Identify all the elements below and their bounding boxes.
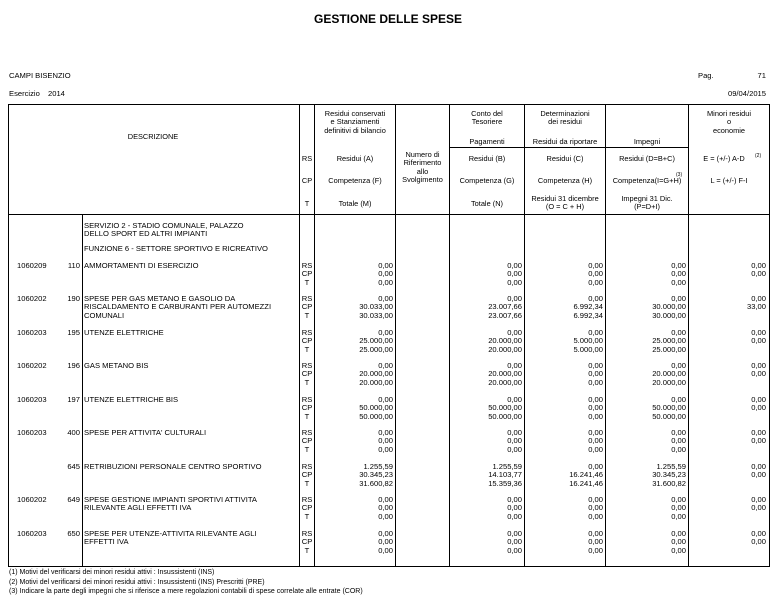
cell-residui-d: 0,00 [671,545,686,555]
cell-residui-c: 0,00 [588,503,603,513]
row-type-cp: CP [301,537,313,547]
header-residui-riportare: Residui da riportare [532,137,598,146]
cell-residui-d: 0,00 [671,294,686,303]
header-residui-a: Residui (A) [336,154,374,163]
cell-residui-c: 0,00 [588,444,603,454]
header-numero-riferimento: Numero di Riferimento allo Svolgimento [402,150,443,185]
row-description: SPESE GESTIONE IMPIANTI SPORTIVI ATTIVITA [84,495,258,504]
cell-residui-b: 0,00 [507,545,522,555]
row-description: UTENZE ELETTRICHE [84,328,164,337]
cell-residui-b: 0,00 [507,428,522,437]
table-right-border [769,104,770,567]
cell-residui-b: 0,00 [507,444,522,454]
cell-residui-d: 0,00 [671,503,686,513]
cell-residui-a: 0,00 [378,537,393,547]
footnote-3: (3) Indicare la parte degli impegni che si riferisce a mere regolazioni contabili di spese correlate alle entrate (COR) [9,588,363,595]
cell-residui-a: 20.000,00 [359,377,393,387]
row-description: UTENZE ELETTRICHE BIS [84,395,179,404]
cell-residui-d: 0,00 [671,261,686,270]
cell-residui-b: 0,00 [507,269,522,279]
header-descrizione: DESCRIZIONE [127,132,179,141]
row-codice: 1060203 [17,395,47,404]
cell-residui-d: 0,00 [671,269,686,279]
cell-residui-a: 25.000,00 [359,344,393,354]
cell-residui-a: 20.000,00 [359,369,393,379]
row-type-rs: RS [301,495,313,504]
cell-residui-b: 50.000,00 [488,403,522,413]
cell-minori-residui: 0,00 [751,369,766,379]
cell-residui-a: 30.033,00 [359,310,393,320]
row-type-t: T [304,344,310,354]
cell-residui-c: 0,00 [588,537,603,547]
cell-residui-d: 20.000,00 [652,377,686,387]
row-type-cp: CP [301,403,313,413]
header-cp: CP [301,176,313,185]
header-residui-b: Residui (B) [468,154,506,163]
cell-minori-residui: 0,00 [751,403,766,413]
cell-residui-d: 30.345,23 [652,470,686,480]
row-number: 400 [67,428,80,437]
cell-residui-c: 6.992,34 [573,310,603,320]
cell-residui-d: 31.600,82 [652,478,686,488]
header-subrow-line [449,147,688,148]
page-number: 71 [757,71,766,80]
row-codice: 1060202 [17,361,47,370]
cell-residui-c: 0,00 [588,361,603,370]
cell-minori-residui: 0,00 [751,436,766,446]
cell-residui-a: 0,00 [378,361,393,370]
cell-residui-a: 0,00 [378,269,393,279]
cell-residui-a: 0,00 [378,503,393,513]
cell-residui-a: 0,00 [378,529,393,538]
cell-minori-residui: 0,00 [751,269,766,279]
cell-residui-c: 0,00 [588,395,603,404]
row-type-t: T [304,310,310,320]
cell-residui-b: 0,00 [507,361,522,370]
header-competenza-i: Competenza(I=G+H) [612,176,682,185]
table-left-border [8,104,9,567]
cell-minori-residui: 0,00 [751,537,766,547]
cell-residui-d: 25.000,00 [652,344,686,354]
row-description: SPESE PER ATTIVITA' CULTURALI [84,428,207,437]
row-type-t: T [304,277,310,287]
header-determinazioni: Determinazioni dei residui [540,109,590,127]
cell-residui-b: 20.000,00 [488,344,522,354]
cell-residui-c: 0,00 [588,436,603,446]
row-number: 645 [67,462,80,471]
row-type-cp: CP [301,436,313,446]
header-competenza-f: Competenza (F) [328,176,382,185]
row-description: RILEVANTE AGLI EFFETTI IVA [84,503,192,513]
page-title: GESTIONE DELLE SPESE [313,12,463,26]
cell-residui-c: 0,00 [588,545,603,555]
cell-residui-c: 0,00 [588,529,603,538]
header-competenza-g: Competenza (G) [459,176,515,185]
servizio-title: SERVIZIO 2 - STADIO COMUNALE, PALAZZO DELLO SPORT ED ALTRI IMPIANTI [84,221,244,239]
cell-minori-residui: 0,00 [751,395,766,404]
row-number: 190 [67,294,80,303]
cell-residui-c: 0,00 [588,377,603,387]
row-description: RETRIBUZIONI PERSONALE CENTRO SPORTIVO [84,462,262,471]
cell-residui-d: 0,00 [671,444,686,454]
cell-residui-b: 0,00 [507,436,522,446]
cell-residui-d: 30.000,00 [652,310,686,320]
row-codice: 1060202 [17,294,47,303]
cell-residui-a: 0,00 [378,511,393,521]
cell-minori-residui: 0,00 [751,503,766,513]
header-impegni-31: Impegni 31 Dic. (P=D+I) [621,194,673,212]
cell-residui-d: 1.255,59 [656,462,686,471]
page-label: Pag. [698,71,714,80]
cell-residui-a: 0,00 [378,395,393,404]
cell-residui-c: 16.241,46 [569,478,603,488]
row-type-t: T [304,444,310,454]
cell-residui-d: 25.000,00 [652,336,686,346]
cell-residui-b: 20.000,00 [488,369,522,379]
row-number: 650 [67,529,80,538]
cell-residui-c: 0,00 [588,261,603,270]
header-conto-tesoriere: Conto del Tesoriere [471,109,503,127]
row-type-rs: RS [301,294,313,303]
row-codice: 1060209 [17,261,47,270]
row-type-cp: CP [301,336,313,346]
cell-residui-b: 15.359,36 [488,478,522,488]
cell-residui-a: 1.255,59 [363,462,393,471]
cell-residui-a: 31.600,82 [359,478,393,488]
header-rs: RS [301,154,313,163]
esercizio-year: 2014 [48,89,65,98]
row-description: RISCALDAMENTO E CARBURANTI PER AUTOMEZZI [84,302,272,312]
header-pagamenti: Pagamenti [469,137,505,146]
cell-residui-b: 0,00 [507,537,522,547]
cell-residui-a: 0,00 [378,436,393,446]
cell-residui-b: 1.255,59 [492,462,522,471]
cell-residui-a: 0,00 [378,328,393,337]
header-residui-c: Residui (C) [546,154,584,163]
row-type-t: T [304,377,310,387]
cell-minori-residui: 0,00 [751,336,766,346]
cell-residui-c: 0,00 [588,277,603,287]
header-residui-31: Residui 31 dicembre (O = C + H) [531,194,599,212]
row-description: SPESE PER GAS METANO E GASOLIO DA [84,294,236,303]
header-e-note: (2) [755,153,762,159]
row-description: EFFETTI IVA [84,537,129,547]
cell-residui-a: 0,00 [378,261,393,270]
row-type-rs: RS [301,328,313,337]
cell-residui-b: 0,00 [507,328,522,337]
row-codice: 1060203 [17,529,47,538]
cell-residui-c: 0,00 [588,428,603,437]
cell-residui-c: 0,00 [588,269,603,279]
cell-residui-c: 16.241,46 [569,470,603,480]
header-bottom-border [8,214,770,215]
cell-residui-a: 0,00 [378,545,393,555]
header-e-formula: E = (+/-) A-D [703,154,745,163]
funzione-title: FUNZIONE 6 - SETTORE SPORTIVO E RICREATIVO [84,244,268,253]
cell-residui-c: 0,00 [588,294,603,303]
cell-minori-residui: 0,00 [751,361,766,370]
cell-minori-residui: 0,00 [751,428,766,437]
cell-residui-b: 23.007,66 [488,310,522,320]
esercizio-label: Esercizio [9,89,40,98]
footnotes [9,568,363,597]
row-type-rs: RS [301,462,313,471]
cell-residui-c: 5.000,00 [573,336,603,346]
header-residui-conservati: Residui conservati e Stanziamenti definitivi di bilancio [324,109,386,135]
row-type-t: T [304,478,310,488]
cell-residui-b: 0,00 [507,261,522,270]
cell-residui-a: 0,00 [378,428,393,437]
row-type-cp: CP [301,503,313,513]
cell-residui-b: 23.007,66 [488,302,522,312]
row-number: 197 [67,395,80,404]
cell-residui-d: 0,00 [671,277,686,287]
header-minori-residui: Minori residui o economie [707,109,751,135]
row-number: 110 [67,261,80,270]
cell-residui-b: 0,00 [507,503,522,513]
footnote-2: (2) Motivi del verificarsi dei minori residui attivi : Insussistenti (INS) Prescritti (PRE) [9,578,265,586]
cell-residui-a: 0,00 [378,294,393,303]
cell-residui-c: 0,00 [588,369,603,379]
cell-residui-a: 25.000,00 [359,336,393,346]
cell-residui-c: 6.992,34 [573,302,603,312]
cell-minori-residui: 0,00 [751,470,766,480]
report-date: 09/04/2015 [727,89,766,98]
cell-residui-b: 14.103,77 [488,470,522,480]
row-number: 649 [67,495,80,504]
cell-residui-d: 0,00 [671,428,686,437]
header-residui-d: Residui (D=B+C) [619,154,675,163]
cell-minori-residui: 0,00 [751,495,766,504]
cell-residui-c: 0,00 [588,328,603,337]
cell-residui-d: 0,00 [671,529,686,538]
cell-residui-d: 0,00 [671,537,686,547]
cell-minori-residui: 0,00 [751,294,766,303]
cell-residui-c: 0,00 [588,511,603,521]
row-type-rs: RS [301,395,313,404]
row-type-cp: CP [301,470,313,480]
cell-residui-d: 30.000,00 [652,302,686,312]
col-divider [82,214,83,566]
cell-residui-a: 0,00 [378,495,393,504]
row-codice: 1060203 [17,428,47,437]
cell-residui-b: 50.000,00 [488,411,522,421]
row-type-rs: RS [301,361,313,370]
header-totale-m: Totale (M) [338,199,372,208]
cell-residui-b: 0,00 [507,529,522,538]
header-totale-n: Totale (N) [470,199,504,208]
row-type-rs: RS [301,261,313,270]
cell-residui-b: 20.000,00 [488,336,522,346]
cell-residui-c: 0,00 [588,403,603,413]
cell-residui-a: 30.033,00 [359,302,393,312]
cell-minori-residui: 0,00 [751,328,766,337]
cell-residui-c: 5.000,00 [573,344,603,354]
row-description: COMUNALI [84,310,125,320]
cell-residui-c: 0,00 [588,462,603,471]
row-type-t: T [304,545,310,555]
header-competenza-h: Competenza (H) [537,176,593,185]
cell-residui-b: 0,00 [507,294,522,303]
cell-residui-d: 0,00 [671,436,686,446]
cell-minori-residui: 33,00 [746,302,766,312]
row-codice: 1060202 [17,495,47,504]
row-type-rs: RS [301,529,313,538]
cell-minori-residui: 0,00 [751,462,766,471]
cell-residui-d: 0,00 [671,511,686,521]
cell-residui-a: 50.000,00 [359,403,393,413]
header-l-formula: L = (+/-) F-I [710,176,748,185]
cell-residui-a: 0,00 [378,277,393,287]
row-description: SPESE PER UTENZE-ATTIVITA RILEVANTE AGLI [84,529,257,538]
row-description: AMMORTAMENTI DI ESERCIZIO [84,261,199,270]
cell-residui-b: 0,00 [507,511,522,521]
cell-residui-b: 0,00 [507,277,522,287]
row-number: 195 [67,328,80,337]
table-top-border [8,104,770,105]
row-number: 196 [67,361,80,370]
header-i-note: (3) [676,172,683,178]
cell-residui-a: 50.000,00 [359,411,393,421]
header-t: T [304,199,310,208]
cell-residui-d: 0,00 [671,328,686,337]
cell-residui-d: 0,00 [671,395,686,404]
cell-residui-b: 0,00 [507,495,522,504]
cell-residui-d: 0,00 [671,361,686,370]
row-type-cp: CP [301,269,313,279]
cell-residui-d: 50.000,00 [652,411,686,421]
cell-residui-d: 50.000,00 [652,403,686,413]
row-description: GAS METANO BIS [84,361,149,370]
cell-residui-b: 0,00 [507,395,522,404]
row-type-cp: CP [301,369,313,379]
cell-residui-c: 0,00 [588,495,603,504]
cell-residui-c: 0,00 [588,411,603,421]
footnote-1: (1) Motivi del verificarsi dei minori residui attivi : Insussistenti (INS) [9,569,215,576]
cell-minori-residui: 0,00 [751,261,766,270]
table-bottom-border [8,566,770,567]
row-type-rs: RS [301,428,313,437]
header-impegni: Impegni [633,137,661,146]
cell-residui-b: 20.000,00 [488,377,522,387]
cell-residui-a: 30.345,23 [359,470,393,480]
row-type-t: T [304,511,310,521]
cell-minori-residui: 0,00 [751,529,766,538]
cell-residui-a: 0,00 [378,444,393,454]
cell-residui-d: 20.000,00 [652,369,686,379]
ente-name: CAMPI BISENZIO [9,71,71,80]
cell-residui-d: 0,00 [671,495,686,504]
row-codice: 1060203 [17,328,47,337]
row-type-t: T [304,411,310,421]
row-type-cp: CP [301,302,313,312]
